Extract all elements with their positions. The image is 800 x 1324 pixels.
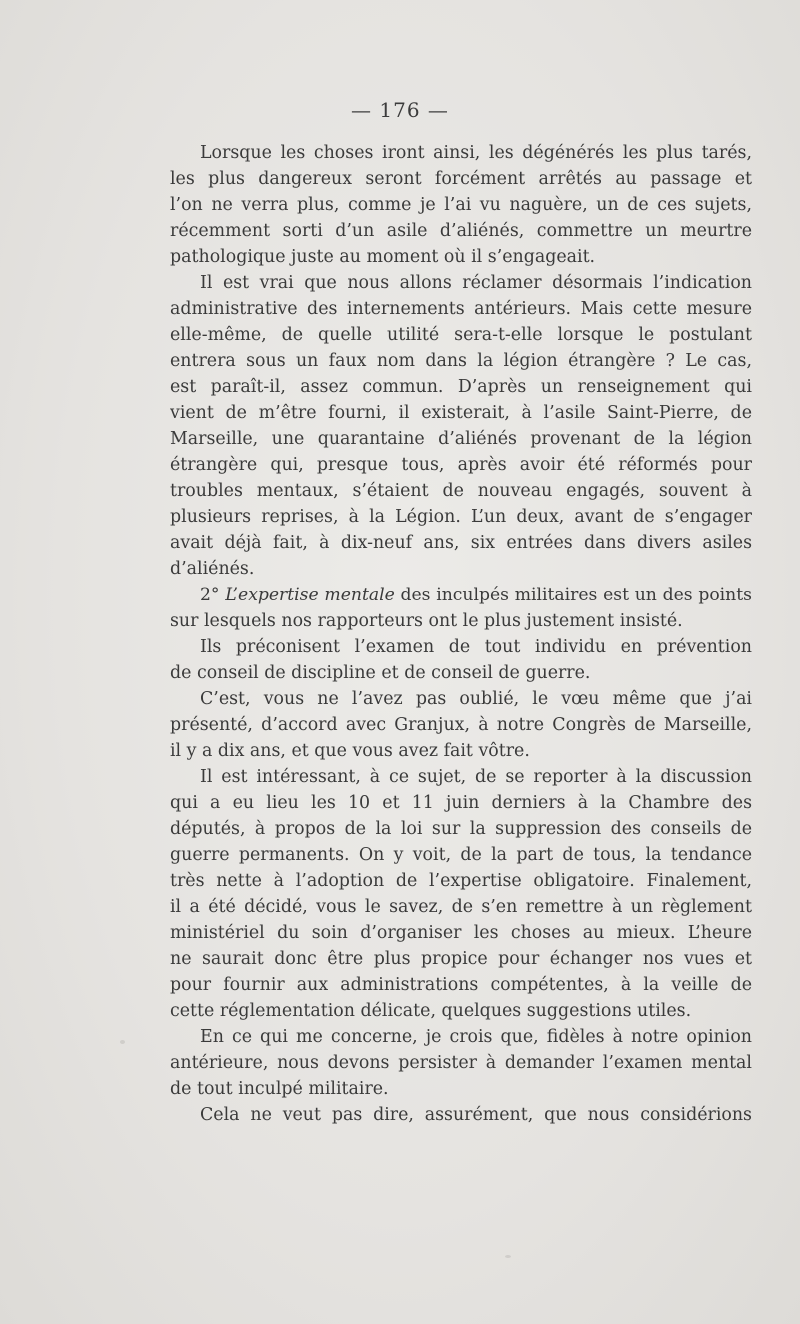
paper-spot	[120, 1040, 125, 1044]
paragraph	[170, 1102, 752, 1128]
text-line: très nette à l’adoption de l’expertise obligatoire. Finalement,	[170, 871, 752, 891]
paragraph	[170, 140, 752, 270]
text-line: pathologique juste au moment où il s’engageait.	[170, 247, 596, 267]
text-line: En ce qui me concerne, je crois que, fidèles à notre opinion	[200, 1027, 752, 1047]
text-line: administrative des internements antérieurs. Mais cette mesure	[170, 299, 752, 319]
text-line: députés, à propos de la loi sur la suppression des conseils de	[170, 819, 752, 839]
paper-spot	[505, 1255, 511, 1258]
text-line: présenté, d’accord avec Granjux, à notre Congrès de Marseille,	[170, 715, 752, 735]
text-line: guerre permanents. On y voit, de la part de tous, la tendance	[170, 845, 752, 865]
text-line: Il est vrai que nous allons réclamer désormais l’indication	[200, 273, 752, 293]
text-line: de tout inculpé militaire.	[170, 1079, 389, 1099]
section-number: 2°	[200, 585, 220, 605]
text-line	[170, 582, 752, 608]
text-line: cette réglementation délicate, quelques suggestions utiles.	[170, 1001, 692, 1021]
paragraph	[170, 582, 752, 634]
text-line: Cela ne veut pas dire, assurément, que nous considérions	[200, 1105, 752, 1125]
paragraph	[170, 1024, 752, 1102]
text-line: l’on ne verra plus, comme je l’ai vu naguère, un de ces sujets,	[170, 195, 752, 215]
paragraph	[170, 686, 752, 764]
text-line: C’est, vous ne l’avez pas oublié, le vœu même que j’ai	[200, 689, 752, 709]
section-title: L’expertise mentale	[225, 585, 395, 605]
text-line: entrera sous un faux nom dans la légion étrangère ? Le cas,	[170, 351, 752, 371]
text-line: ministériel du soin d’organiser les choses au mieux. L’heure	[170, 923, 752, 943]
text-line: Marseille, une quarantaine d’aliénés provenant de la légion	[170, 429, 752, 449]
text-line: sur lesquels nos rapporteurs ont le plus justement insisté.	[170, 611, 683, 631]
text-line: est paraît-il, assez commun. D’après un renseignement qui	[170, 377, 752, 397]
text-line: antérieure, nous devons persister à demander l’examen mental	[170, 1053, 752, 1073]
text-line: Il est intéressant, à ce sujet, de se reporter à la discussion	[200, 767, 752, 787]
text-line: qui a eu lieu les 10 et 11 juin derniers à la Chambre des	[170, 793, 752, 813]
text-line: avait déjà fait, à dix-neuf ans, six entrées dans divers asiles	[170, 533, 752, 553]
text-line: de conseil de discipline et de conseil de guerre.	[170, 663, 591, 683]
text-line: Lorsque les choses iront ainsi, les dégénérés les plus tarés,	[200, 143, 752, 163]
body-text	[170, 140, 752, 1128]
text-line: Ils préconisent l’examen de tout individu en prévention	[200, 637, 752, 657]
text-line: d’aliénés.	[170, 559, 255, 579]
text-line: plusieurs reprises, à la Légion. L’un deux, avant de s’engager	[170, 507, 752, 527]
paragraph	[170, 270, 752, 582]
text-line: étrangère qui, presque tous, après avoir été réformés pour	[170, 455, 752, 475]
section-text: des inculpés militaires est un des points	[394, 585, 752, 605]
text-line: les plus dangereux seront forcément arrêtés au passage et	[170, 169, 752, 189]
text-line: il a été décidé, vous le savez, de s’en remettre à un règlement	[170, 897, 752, 917]
text-line: elle-même, de quelle utilité sera-t-elle lorsque le postulant	[170, 325, 752, 345]
text-line: il y a dix ans, et que vous avez fait vôtre.	[170, 741, 530, 761]
text-line: ne saurait donc être plus propice pour échanger nos vues et	[170, 949, 752, 969]
paragraph	[170, 764, 752, 1024]
paragraph	[170, 634, 752, 686]
text-line: troubles mentaux, s’étaient de nouveau engagés, souvent à	[170, 481, 752, 501]
text-line: vient de m’être fourni, il existerait, à l’asile Saint-Pierre, de	[170, 403, 752, 423]
page-number: — 176 —	[351, 98, 449, 122]
text-line: récemment sorti d’un asile d’aliénés, commettre un meurtre	[170, 221, 752, 241]
text-line: pour fournir aux administrations compétentes, à la veille de	[170, 975, 752, 995]
